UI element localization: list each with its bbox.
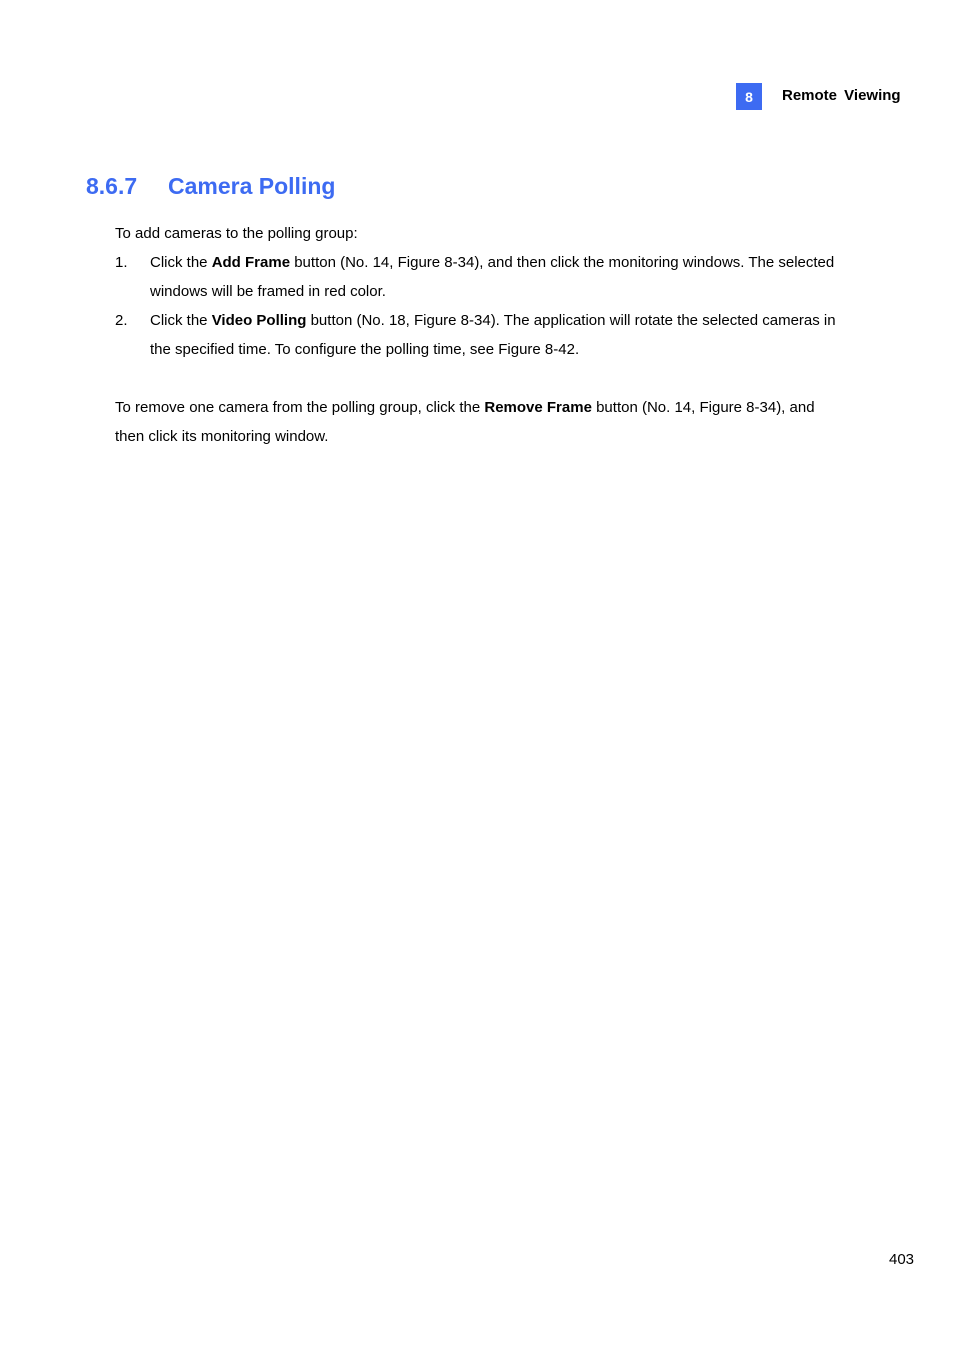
section-title: Camera Polling	[168, 173, 336, 199]
remove-text: To remove one camera from the polling group, click the	[115, 399, 485, 416]
step-text: Click the	[150, 312, 212, 329]
remove-text: button (No. 14, Figure 8-34), and then click its monitoring window.	[115, 399, 815, 445]
intro-text: To add cameras to the polling group:	[115, 225, 358, 242]
step-number: 1.	[115, 254, 128, 271]
step-number: 2.	[115, 312, 128, 329]
page-number: 403	[889, 1251, 915, 1268]
list-item	[115, 306, 845, 364]
step-text: button (No. 18, Figure 8-34). The application will rotate the selected cameras in the specified time. To configure the polling time, see Figure 8-42.	[150, 312, 836, 358]
remove-paragraph	[115, 393, 845, 451]
list-item	[115, 248, 845, 306]
video-polling-label: Video Polling	[211, 312, 307, 329]
section-number: 8.6.7	[86, 173, 138, 199]
step-text: button (No. 14, Figure 8-34), and then click the monitoring windows. The selected windows will be framed in red color.	[150, 254, 835, 300]
steps-list	[115, 248, 845, 364]
step-text: Click the	[150, 254, 212, 271]
section-heading	[86, 171, 335, 201]
add-frame-label: Add Frame	[211, 254, 291, 271]
remove-frame-label: Remove Frame	[484, 399, 592, 416]
chapter-title: Remote Viewing	[782, 87, 901, 104]
chapter-badge: 8	[736, 83, 762, 110]
